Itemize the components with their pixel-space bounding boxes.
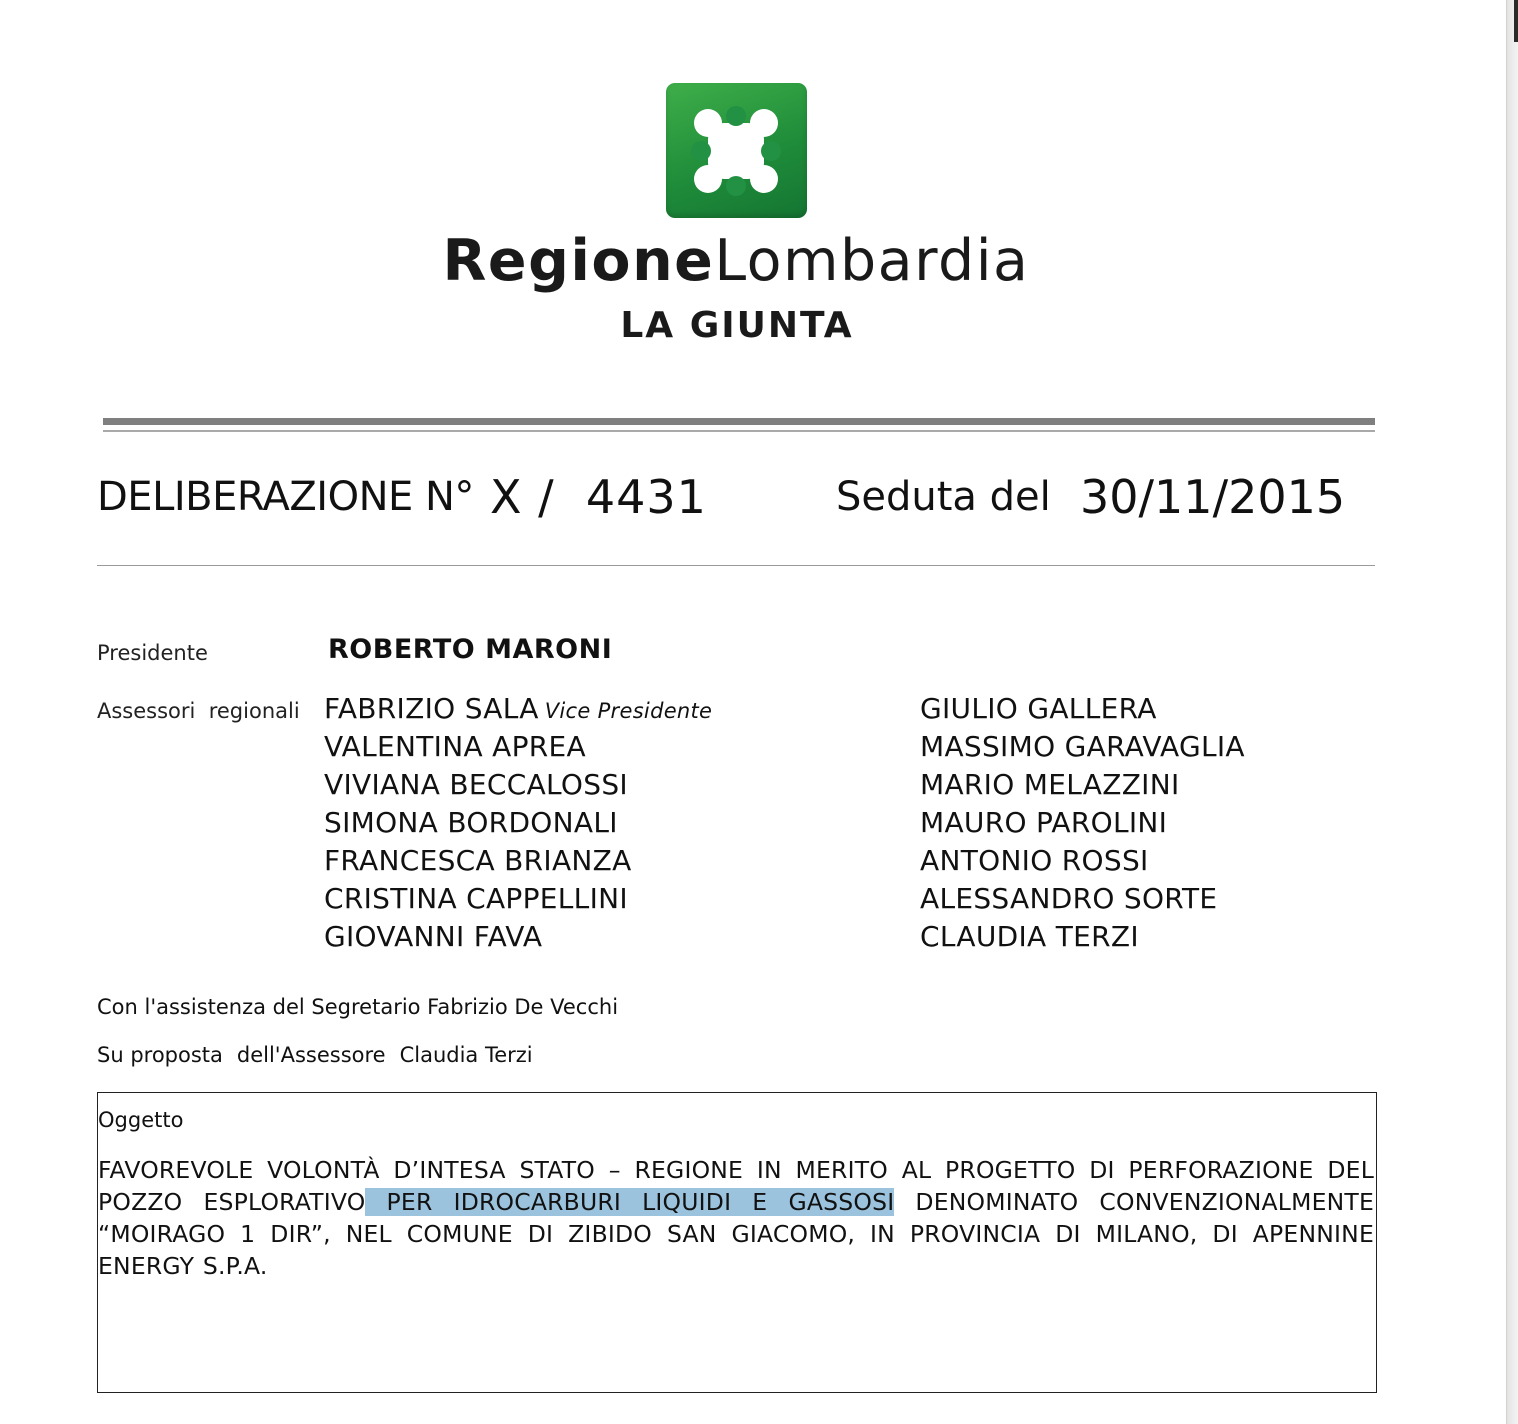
assessor-name: SIMONA BORDONALI bbox=[324, 806, 618, 839]
brand-bold: Regione bbox=[442, 228, 715, 294]
header-rule-thick bbox=[103, 418, 1375, 425]
subject-text[interactable] bbox=[98, 1154, 1374, 1282]
assessor-name: GIOVANNI FAVA bbox=[324, 920, 543, 953]
assessor-name: VALENTINA APREA bbox=[324, 730, 586, 763]
session-date: 30/11/2015 bbox=[1080, 470, 1346, 524]
assessor-name-text: FABRIZIO SALA bbox=[324, 692, 539, 725]
assessor-name bbox=[324, 690, 712, 728]
proposal-line bbox=[97, 1043, 533, 1067]
assessor-name: ANTONIO ROSSI bbox=[920, 844, 1149, 877]
assessor-name: FRANCESCA BRIANZA bbox=[324, 844, 632, 877]
vice-president-role: Vice Presidente bbox=[544, 699, 713, 723]
subject-box bbox=[97, 1092, 1377, 1393]
assessors-left-column bbox=[324, 690, 712, 956]
brand-name bbox=[400, 228, 1072, 294]
session-label: Seduta del bbox=[836, 474, 1051, 520]
brand-light: Lombardia bbox=[714, 228, 1030, 294]
subject-text-after: DENOMINATO CONVENZIONALMENTE “MOIRAGO 1 DIR”, NEL COMUNE DI ZIBIDO SAN GIACOMO, IN PROVINCIA DI MILANO, DI APENNINE ENERGY S.P.A. bbox=[98, 1188, 1375, 1280]
header-rule-thin bbox=[103, 430, 1375, 432]
assessor-name: GIULIO GALLERA bbox=[920, 692, 1157, 725]
proposal-assessor-name: Claudia Terzi bbox=[399, 1043, 533, 1067]
president-label: Presidente bbox=[97, 641, 208, 665]
deliberation-number: X / 4431 bbox=[490, 470, 707, 524]
brand-subtitle: LA GIUNTA bbox=[620, 305, 854, 346]
assessor-name: MARIO MELAZZINI bbox=[920, 768, 1180, 801]
proposal-by: dell'Assessore bbox=[236, 1043, 386, 1067]
assessors-right-column bbox=[920, 690, 1245, 956]
section-divider bbox=[97, 565, 1375, 566]
subject-label: Oggetto bbox=[98, 1108, 184, 1132]
subject-text-selection[interactable]: PER IDROCARBURI LIQUIDI E GASSOSI bbox=[365, 1188, 895, 1216]
assessor-name: VIVIANA BECCALOSSI bbox=[324, 768, 628, 801]
assessors-label: Assessori regionali bbox=[97, 699, 300, 723]
assessor-name: ALESSANDRO SORTE bbox=[920, 882, 1218, 915]
assessor-name: MASSIMO GARAVAGLIA bbox=[920, 730, 1245, 763]
assessor-name: CLAUDIA TERZI bbox=[920, 920, 1139, 953]
assessor-name: CRISTINA CAPPELLINI bbox=[324, 882, 628, 915]
president-name: ROBERTO MARONI bbox=[328, 634, 613, 665]
assessor-name: MAURO PAROLINI bbox=[920, 806, 1168, 839]
assistance-line: Con l'assistenza del Segretario Fabrizio De Vecchi bbox=[97, 995, 619, 1019]
proposal-prefix: Su proposta bbox=[97, 1043, 223, 1067]
regione-lombardia-logo-icon bbox=[666, 83, 807, 218]
viewer-scrollbar-thumb[interactable] bbox=[1514, 0, 1518, 42]
subject-text-before: FAVOREVOLE VOLONTÀ D’INTESA STATO – REGIONE IN MERITO AL PROGETTO DI PERFORAZIONE DEL POZZO ESPLORATIVO bbox=[98, 1156, 1374, 1216]
viewer-scrollbar-track[interactable] bbox=[1506, 0, 1518, 1424]
deliberation-label: DELIBERAZIONE N° bbox=[97, 474, 474, 520]
